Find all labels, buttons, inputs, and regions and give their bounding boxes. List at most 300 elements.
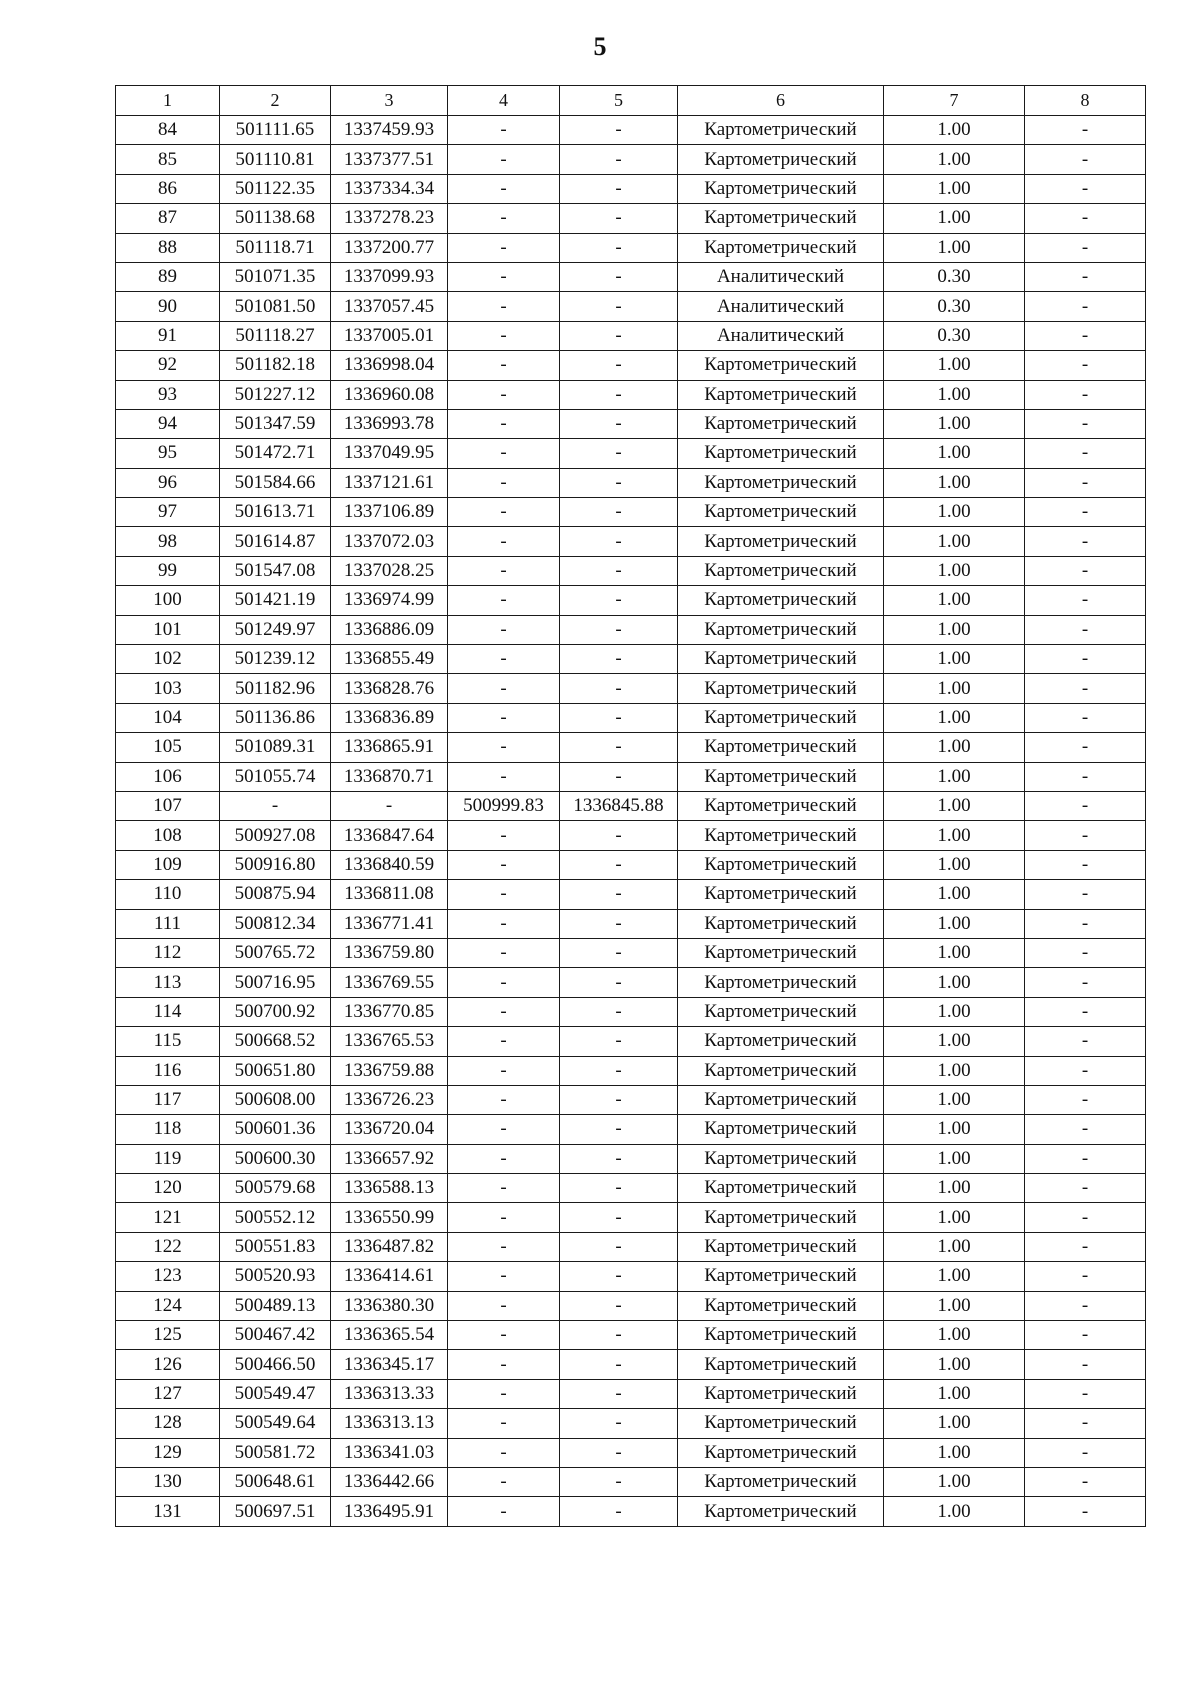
new-coord-y-cell: - xyxy=(560,997,678,1026)
coord-x-cell: 501136.86 xyxy=(220,703,331,732)
coord-y-cell: 1336998.04 xyxy=(331,351,448,380)
table-row xyxy=(116,233,1146,262)
new-coord-y-cell: - xyxy=(560,204,678,233)
new-coord-y-cell: - xyxy=(560,968,678,997)
method-cell: Картометрический xyxy=(678,791,884,820)
point-number-cell: 84 xyxy=(116,116,220,145)
description-cell: - xyxy=(1025,850,1146,879)
coord-y-cell: 1337099.93 xyxy=(331,262,448,291)
coord-x-cell: 500489.13 xyxy=(220,1291,331,1320)
column-header: 8 xyxy=(1025,86,1146,116)
table-row xyxy=(116,968,1146,997)
new-coord-y-cell: 1336845.88 xyxy=(560,791,678,820)
method-cell: Картометрический xyxy=(678,1232,884,1261)
new-coord-y-cell: - xyxy=(560,850,678,879)
method-cell: Картометрический xyxy=(678,645,884,674)
point-number-cell: 94 xyxy=(116,409,220,438)
coord-x-cell: 501239.12 xyxy=(220,645,331,674)
method-cell: Картометрический xyxy=(678,909,884,938)
point-number-cell: 115 xyxy=(116,1027,220,1056)
accuracy-cell: 1.00 xyxy=(884,1497,1025,1526)
coord-x-cell: 501110.81 xyxy=(220,145,331,174)
coord-x-cell: 501227.12 xyxy=(220,380,331,409)
coord-y-cell: 1336365.54 xyxy=(331,1321,448,1350)
accuracy-cell: 1.00 xyxy=(884,1438,1025,1467)
method-cell: Картометрический xyxy=(678,1321,884,1350)
point-number-cell: 108 xyxy=(116,821,220,850)
new-coord-y-cell: - xyxy=(560,880,678,909)
coord-x-cell: 501138.68 xyxy=(220,204,331,233)
accuracy-cell: 1.00 xyxy=(884,1321,1025,1350)
coord-x-cell: 500700.92 xyxy=(220,997,331,1026)
point-number-cell: 117 xyxy=(116,1085,220,1114)
new-coord-x-cell: - xyxy=(448,1409,560,1438)
description-cell: - xyxy=(1025,1409,1146,1438)
new-coord-y-cell: - xyxy=(560,645,678,674)
point-number-cell: 92 xyxy=(116,351,220,380)
point-number-cell: 88 xyxy=(116,233,220,262)
new-coord-y-cell: - xyxy=(560,116,678,145)
description-cell: - xyxy=(1025,1144,1146,1173)
new-coord-y-cell: - xyxy=(560,703,678,732)
point-number-cell: 130 xyxy=(116,1467,220,1496)
new-coord-x-cell: - xyxy=(448,880,560,909)
coord-y-cell: 1337057.45 xyxy=(331,292,448,321)
method-cell: Картометрический xyxy=(678,762,884,791)
point-number-cell: 127 xyxy=(116,1379,220,1408)
new-coord-y-cell: - xyxy=(560,409,678,438)
description-cell: - xyxy=(1025,1321,1146,1350)
method-cell: Картометрический xyxy=(678,1262,884,1291)
description-cell: - xyxy=(1025,733,1146,762)
coord-x-cell: 500581.72 xyxy=(220,1438,331,1467)
table-row xyxy=(116,1144,1146,1173)
coord-x-cell: 500697.51 xyxy=(220,1497,331,1526)
coord-y-cell: 1336886.09 xyxy=(331,615,448,644)
accuracy-cell: 1.00 xyxy=(884,703,1025,732)
coord-x-cell: 500875.94 xyxy=(220,880,331,909)
accuracy-cell: 0.30 xyxy=(884,292,1025,321)
coord-x-cell: 501081.50 xyxy=(220,292,331,321)
description-cell: - xyxy=(1025,586,1146,615)
description-cell: - xyxy=(1025,1115,1146,1144)
table-row xyxy=(116,938,1146,967)
description-cell: - xyxy=(1025,938,1146,967)
new-coord-x-cell: - xyxy=(448,938,560,967)
new-coord-x-cell: - xyxy=(448,821,560,850)
new-coord-x-cell: - xyxy=(448,204,560,233)
new-coord-y-cell: - xyxy=(560,938,678,967)
new-coord-y-cell: - xyxy=(560,733,678,762)
new-coord-x-cell: - xyxy=(448,909,560,938)
coord-y-cell: - xyxy=(331,791,448,820)
description-cell: - xyxy=(1025,1085,1146,1114)
new-coord-y-cell: - xyxy=(560,1379,678,1408)
coord-x-cell: 501071.35 xyxy=(220,262,331,291)
coord-y-cell: 1336836.89 xyxy=(331,703,448,732)
accuracy-cell: 1.00 xyxy=(884,821,1025,850)
accuracy-cell: 1.00 xyxy=(884,351,1025,380)
method-cell: Картометрический xyxy=(678,997,884,1026)
coord-x-cell: 500600.30 xyxy=(220,1144,331,1173)
new-coord-y-cell: - xyxy=(560,1232,678,1261)
table-row xyxy=(116,703,1146,732)
coord-y-cell: 1336588.13 xyxy=(331,1174,448,1203)
new-coord-y-cell: - xyxy=(560,468,678,497)
accuracy-cell: 1.00 xyxy=(884,116,1025,145)
new-coord-y-cell: - xyxy=(560,1144,678,1173)
new-coord-y-cell: - xyxy=(560,262,678,291)
method-cell: Картометрический xyxy=(678,351,884,380)
coord-x-cell: 500579.68 xyxy=(220,1174,331,1203)
new-coord-x-cell: - xyxy=(448,321,560,350)
point-number-cell: 112 xyxy=(116,938,220,967)
description-cell: - xyxy=(1025,409,1146,438)
description-cell: - xyxy=(1025,968,1146,997)
new-coord-y-cell: - xyxy=(560,233,678,262)
coord-y-cell: 1336865.91 xyxy=(331,733,448,762)
description-cell: - xyxy=(1025,468,1146,497)
description-cell: - xyxy=(1025,791,1146,820)
method-cell: Картометрический xyxy=(678,1291,884,1320)
table-row xyxy=(116,1291,1146,1320)
coord-y-cell: 1336442.66 xyxy=(331,1467,448,1496)
table-row xyxy=(116,1056,1146,1085)
method-cell: Картометрический xyxy=(678,1438,884,1467)
description-cell: - xyxy=(1025,645,1146,674)
table-row xyxy=(116,204,1146,233)
point-number-cell: 118 xyxy=(116,1115,220,1144)
new-coord-y-cell: - xyxy=(560,527,678,556)
table-row xyxy=(116,409,1146,438)
point-number-cell: 105 xyxy=(116,733,220,762)
description-cell: - xyxy=(1025,615,1146,644)
table-row xyxy=(116,498,1146,527)
point-number-cell: 103 xyxy=(116,674,220,703)
table-row xyxy=(116,615,1146,644)
method-cell: Картометрический xyxy=(678,968,884,997)
column-header: 4 xyxy=(448,86,560,116)
table-row xyxy=(116,174,1146,203)
new-coord-y-cell: - xyxy=(560,498,678,527)
accuracy-cell: 1.00 xyxy=(884,1379,1025,1408)
point-number-cell: 109 xyxy=(116,850,220,879)
accuracy-cell: 1.00 xyxy=(884,909,1025,938)
description-cell: - xyxy=(1025,1379,1146,1408)
table-row xyxy=(116,762,1146,791)
point-number-cell: 106 xyxy=(116,762,220,791)
table-row xyxy=(116,909,1146,938)
accuracy-cell: 1.00 xyxy=(884,1027,1025,1056)
new-coord-y-cell: - xyxy=(560,674,678,703)
new-coord-y-cell: - xyxy=(560,1321,678,1350)
coord-y-cell: 1336847.64 xyxy=(331,821,448,850)
coord-x-cell: 500520.93 xyxy=(220,1262,331,1291)
point-number-cell: 129 xyxy=(116,1438,220,1467)
new-coord-x-cell: - xyxy=(448,439,560,468)
coord-x-cell: 500551.83 xyxy=(220,1232,331,1261)
coord-y-cell: 1337459.93 xyxy=(331,116,448,145)
point-number-cell: 87 xyxy=(116,204,220,233)
coord-x-cell: 501347.59 xyxy=(220,409,331,438)
table-row xyxy=(116,1321,1146,1350)
table-row xyxy=(116,556,1146,585)
accuracy-cell: 1.00 xyxy=(884,762,1025,791)
table-row xyxy=(116,145,1146,174)
column-header: 7 xyxy=(884,86,1025,116)
table-row xyxy=(116,351,1146,380)
table-header-row xyxy=(116,86,1146,116)
table-body xyxy=(116,116,1146,1527)
new-coord-x-cell: - xyxy=(448,1115,560,1144)
description-cell: - xyxy=(1025,380,1146,409)
coord-x-cell: 501055.74 xyxy=(220,762,331,791)
coord-y-cell: 1336993.78 xyxy=(331,409,448,438)
description-cell: - xyxy=(1025,204,1146,233)
new-coord-y-cell: - xyxy=(560,1438,678,1467)
table-row xyxy=(116,292,1146,321)
description-cell: - xyxy=(1025,1467,1146,1496)
new-coord-x-cell: - xyxy=(448,498,560,527)
new-coord-y-cell: - xyxy=(560,1056,678,1085)
coord-x-cell: 500648.61 xyxy=(220,1467,331,1496)
table-row xyxy=(116,880,1146,909)
point-number-cell: 122 xyxy=(116,1232,220,1261)
description-cell: - xyxy=(1025,1497,1146,1526)
coord-x-cell: 500812.34 xyxy=(220,909,331,938)
method-cell: Аналитический xyxy=(678,262,884,291)
coord-x-cell: 501547.08 xyxy=(220,556,331,585)
new-coord-x-cell: - xyxy=(448,968,560,997)
point-number-cell: 86 xyxy=(116,174,220,203)
point-number-cell: 101 xyxy=(116,615,220,644)
coord-y-cell: 1336840.59 xyxy=(331,850,448,879)
new-coord-x-cell: - xyxy=(448,1144,560,1173)
table-row xyxy=(116,791,1146,820)
method-cell: Картометрический xyxy=(678,1497,884,1526)
point-number-cell: 107 xyxy=(116,791,220,820)
accuracy-cell: 1.00 xyxy=(884,997,1025,1026)
coord-y-cell: 1336495.91 xyxy=(331,1497,448,1526)
accuracy-cell: 1.00 xyxy=(884,145,1025,174)
method-cell: Картометрический xyxy=(678,145,884,174)
new-coord-x-cell: - xyxy=(448,1262,560,1291)
accuracy-cell: 1.00 xyxy=(884,1144,1025,1173)
point-number-cell: 128 xyxy=(116,1409,220,1438)
new-coord-y-cell: - xyxy=(560,174,678,203)
coord-x-cell: 501584.66 xyxy=(220,468,331,497)
method-cell: Аналитический xyxy=(678,321,884,350)
description-cell: - xyxy=(1025,1174,1146,1203)
point-number-cell: 99 xyxy=(116,556,220,585)
accuracy-cell: 1.00 xyxy=(884,1115,1025,1144)
accuracy-cell: 1.00 xyxy=(884,1203,1025,1232)
method-cell: Картометрический xyxy=(678,380,884,409)
accuracy-cell: 1.00 xyxy=(884,556,1025,585)
new-coord-x-cell: - xyxy=(448,556,560,585)
new-coord-x-cell: - xyxy=(448,1027,560,1056)
coord-y-cell: 1336960.08 xyxy=(331,380,448,409)
coord-x-cell: 500467.42 xyxy=(220,1321,331,1350)
point-number-cell: 123 xyxy=(116,1262,220,1291)
point-number-cell: 110 xyxy=(116,880,220,909)
table-row xyxy=(116,1497,1146,1526)
new-coord-y-cell: - xyxy=(560,821,678,850)
point-number-cell: 89 xyxy=(116,262,220,291)
accuracy-cell: 1.00 xyxy=(884,645,1025,674)
point-number-cell: 93 xyxy=(116,380,220,409)
accuracy-cell: 0.30 xyxy=(884,321,1025,350)
coord-y-cell: 1336313.33 xyxy=(331,1379,448,1408)
coord-y-cell: 1336771.41 xyxy=(331,909,448,938)
table-row xyxy=(116,1115,1146,1144)
new-coord-y-cell: - xyxy=(560,556,678,585)
coord-y-cell: 1336828.76 xyxy=(331,674,448,703)
method-cell: Картометрический xyxy=(678,233,884,262)
method-cell: Картометрический xyxy=(678,409,884,438)
coord-x-cell: 500601.36 xyxy=(220,1115,331,1144)
description-cell: - xyxy=(1025,527,1146,556)
point-number-cell: 119 xyxy=(116,1144,220,1173)
description-cell: - xyxy=(1025,174,1146,203)
accuracy-cell: 1.00 xyxy=(884,409,1025,438)
table-row xyxy=(116,850,1146,879)
table-row xyxy=(116,527,1146,556)
coord-y-cell: 1336487.82 xyxy=(331,1232,448,1261)
point-number-cell: 111 xyxy=(116,909,220,938)
point-number-cell: 113 xyxy=(116,968,220,997)
description-cell: - xyxy=(1025,439,1146,468)
description-cell: - xyxy=(1025,321,1146,350)
table-row xyxy=(116,321,1146,350)
method-cell: Картометрический xyxy=(678,674,884,703)
method-cell: Картометрический xyxy=(678,1379,884,1408)
accuracy-cell: 1.00 xyxy=(884,733,1025,762)
coord-x-cell: 501613.71 xyxy=(220,498,331,527)
coord-x-cell: 501182.18 xyxy=(220,351,331,380)
coord-y-cell: 1336769.55 xyxy=(331,968,448,997)
coord-y-cell: 1336720.04 xyxy=(331,1115,448,1144)
new-coord-y-cell: - xyxy=(560,145,678,174)
coord-y-cell: 1336759.80 xyxy=(331,938,448,967)
method-cell: Картометрический xyxy=(678,174,884,203)
table-row xyxy=(116,1467,1146,1496)
coord-x-cell: 501249.97 xyxy=(220,615,331,644)
accuracy-cell: 1.00 xyxy=(884,498,1025,527)
new-coord-x-cell: - xyxy=(448,1291,560,1320)
new-coord-y-cell: - xyxy=(560,1115,678,1144)
method-cell: Картометрический xyxy=(678,498,884,527)
method-cell: Картометрический xyxy=(678,1174,884,1203)
table-row xyxy=(116,1027,1146,1056)
coord-y-cell: 1336765.53 xyxy=(331,1027,448,1056)
description-cell: - xyxy=(1025,1438,1146,1467)
method-cell: Картометрический xyxy=(678,204,884,233)
coord-y-cell: 1337377.51 xyxy=(331,145,448,174)
new-coord-y-cell: - xyxy=(560,1497,678,1526)
description-cell: - xyxy=(1025,262,1146,291)
new-coord-x-cell: - xyxy=(448,645,560,674)
new-coord-y-cell: - xyxy=(560,292,678,321)
table-row xyxy=(116,1438,1146,1467)
table-row xyxy=(116,1203,1146,1232)
coord-x-cell: 500552.12 xyxy=(220,1203,331,1232)
new-coord-x-cell: - xyxy=(448,1056,560,1085)
table-row xyxy=(116,1262,1146,1291)
new-coord-x-cell: - xyxy=(448,850,560,879)
new-coord-x-cell: - xyxy=(448,116,560,145)
method-cell: Картометрический xyxy=(678,1350,884,1379)
new-coord-y-cell: - xyxy=(560,380,678,409)
method-cell: Картометрический xyxy=(678,615,884,644)
coord-x-cell: 500668.52 xyxy=(220,1027,331,1056)
accuracy-cell: 1.00 xyxy=(884,1262,1025,1291)
coord-y-cell: 1337334.34 xyxy=(331,174,448,203)
new-coord-x-cell: - xyxy=(448,1232,560,1261)
method-cell: Картометрический xyxy=(678,1115,884,1144)
coord-x-cell: 500651.80 xyxy=(220,1056,331,1085)
description-cell: - xyxy=(1025,997,1146,1026)
new-coord-x-cell: - xyxy=(448,762,560,791)
coord-y-cell: 1337049.95 xyxy=(331,439,448,468)
method-cell: Картометрический xyxy=(678,938,884,967)
new-coord-y-cell: - xyxy=(560,1203,678,1232)
table-row xyxy=(116,1085,1146,1114)
method-cell: Картометрический xyxy=(678,1056,884,1085)
new-coord-x-cell: 500999.83 xyxy=(448,791,560,820)
coord-y-cell: 1337028.25 xyxy=(331,556,448,585)
column-header: 5 xyxy=(560,86,678,116)
column-header: 1 xyxy=(116,86,220,116)
column-header: 2 xyxy=(220,86,331,116)
coord-x-cell: 500466.50 xyxy=(220,1350,331,1379)
new-coord-x-cell: - xyxy=(448,145,560,174)
point-number-cell: 116 xyxy=(116,1056,220,1085)
accuracy-cell: 1.00 xyxy=(884,468,1025,497)
method-cell: Картометрический xyxy=(678,703,884,732)
table-row xyxy=(116,1409,1146,1438)
method-cell: Картометрический xyxy=(678,880,884,909)
coord-x-cell: 501182.96 xyxy=(220,674,331,703)
point-number-cell: 120 xyxy=(116,1174,220,1203)
point-number-cell: 121 xyxy=(116,1203,220,1232)
point-number-cell: 102 xyxy=(116,645,220,674)
new-coord-x-cell: - xyxy=(448,233,560,262)
method-cell: Картометрический xyxy=(678,821,884,850)
table-row xyxy=(116,733,1146,762)
description-cell: - xyxy=(1025,880,1146,909)
new-coord-y-cell: - xyxy=(560,909,678,938)
coord-x-cell: 501118.27 xyxy=(220,321,331,350)
point-number-cell: 97 xyxy=(116,498,220,527)
description-cell: - xyxy=(1025,674,1146,703)
new-coord-x-cell: - xyxy=(448,1438,560,1467)
new-coord-x-cell: - xyxy=(448,615,560,644)
table-row xyxy=(116,380,1146,409)
description-cell: - xyxy=(1025,1232,1146,1261)
description-cell: - xyxy=(1025,233,1146,262)
coord-x-cell: - xyxy=(220,791,331,820)
description-cell: - xyxy=(1025,1203,1146,1232)
table-row xyxy=(116,262,1146,291)
table-row xyxy=(116,1174,1146,1203)
description-cell: - xyxy=(1025,498,1146,527)
coord-y-cell: 1336345.17 xyxy=(331,1350,448,1379)
point-number-cell: 125 xyxy=(116,1321,220,1350)
accuracy-cell: 1.00 xyxy=(884,1174,1025,1203)
page-number: 5 xyxy=(593,32,607,61)
new-coord-x-cell: - xyxy=(448,586,560,615)
